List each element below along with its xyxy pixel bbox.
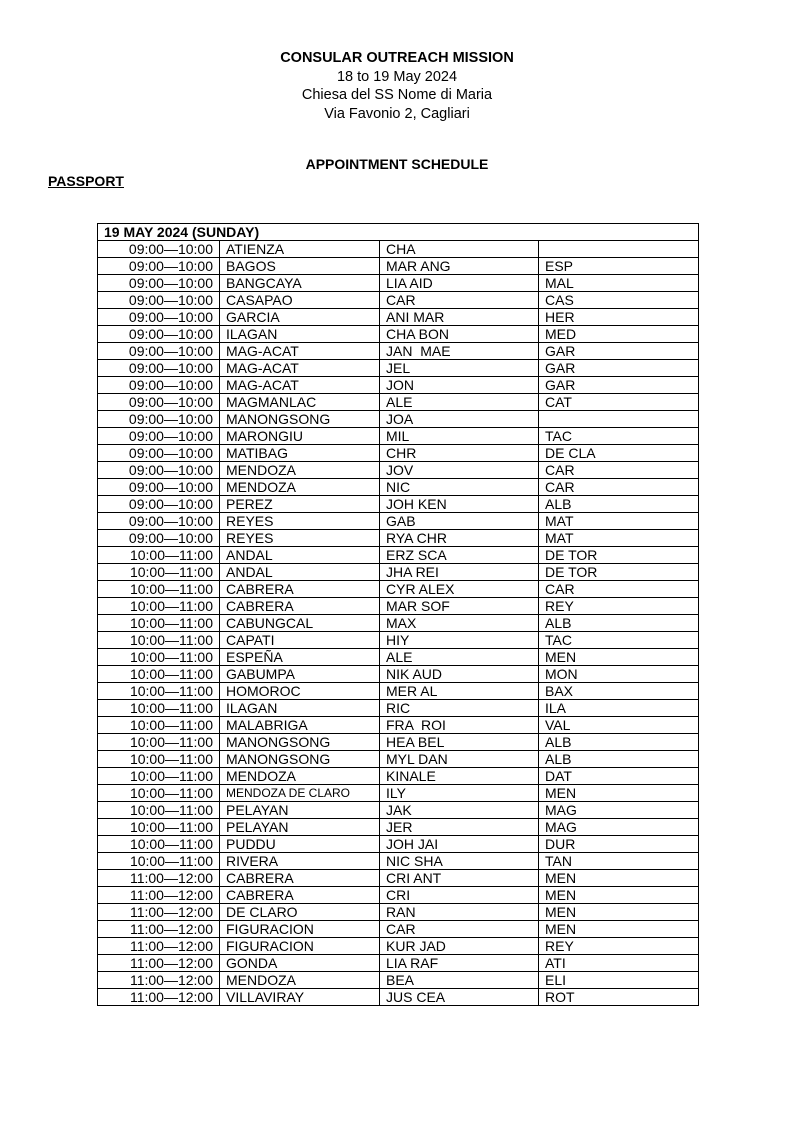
middle-name-cell: MAG: [539, 802, 699, 819]
table-row: [98, 581, 699, 598]
middle-name-cell: REY: [539, 938, 699, 955]
surname-cell: CABUNGCAL: [220, 615, 380, 632]
surname-cell: MATIBAG: [220, 445, 380, 462]
time-cell: 09:00—10:00: [98, 445, 220, 462]
surname-cell: GARCIA: [220, 309, 380, 326]
given-name-cell: LIA AID: [380, 275, 539, 292]
middle-name-cell: ROT: [539, 989, 699, 1006]
given-name-cell: CAR: [380, 292, 539, 309]
surname-cell: BANGCAYA: [220, 275, 380, 292]
surname-cell: MANONGSONG: [220, 734, 380, 751]
time-cell: 10:00—11:00: [98, 632, 220, 649]
given-name-cell: JAK: [380, 802, 539, 819]
table-row: [98, 530, 699, 547]
table-row: [98, 921, 699, 938]
given-name-cell: JEL: [380, 360, 539, 377]
time-cell: 09:00—10:00: [98, 258, 220, 275]
given-name-cell: HIY: [380, 632, 539, 649]
time-cell: 09:00—10:00: [98, 343, 220, 360]
table-row: [98, 547, 699, 564]
time-cell: 09:00—10:00: [98, 462, 220, 479]
surname-cell: ANDAL: [220, 564, 380, 581]
table-row: [98, 615, 699, 632]
middle-name-cell: GAR: [539, 377, 699, 394]
given-name-cell: JOH KEN: [380, 496, 539, 513]
time-cell: 10:00—11:00: [98, 836, 220, 853]
surname-cell: FIGURACION: [220, 938, 380, 955]
time-cell: 10:00—11:00: [98, 785, 220, 802]
surname-cell: HOMOROC: [220, 683, 380, 700]
middle-name-cell: GAR: [539, 343, 699, 360]
appointment-table: [97, 223, 699, 1006]
table-row: [98, 717, 699, 734]
time-cell: 10:00—11:00: [98, 819, 220, 836]
time-cell: 09:00—10:00: [98, 360, 220, 377]
table-row: [98, 462, 699, 479]
time-cell: 10:00—11:00: [98, 751, 220, 768]
middle-name-cell: DE TOR: [539, 564, 699, 581]
table-row: [98, 360, 699, 377]
middle-name-cell: ALB: [539, 496, 699, 513]
event-dates: 18 to 19 May 2024: [336, 68, 458, 85]
time-cell: 10:00—11:00: [98, 666, 220, 683]
table-row: [98, 411, 699, 428]
time-cell: 09:00—10:00: [98, 479, 220, 496]
table-row: [98, 428, 699, 445]
given-name-cell: CRI ANT: [380, 870, 539, 887]
given-name-cell: CAR: [380, 921, 539, 938]
table-row: [98, 343, 699, 360]
given-name-cell: JON: [380, 377, 539, 394]
surname-cell: MARONGIU: [220, 428, 380, 445]
middle-name-cell: MED: [539, 326, 699, 343]
given-name-cell: JUS CEA: [380, 989, 539, 1006]
given-name-cell: ALE: [380, 394, 539, 411]
surname-cell: REYES: [220, 530, 380, 547]
given-name-cell: KUR JAD: [380, 938, 539, 955]
time-cell: 11:00—12:00: [98, 989, 220, 1006]
given-name-cell: ALE: [380, 649, 539, 666]
time-cell: 10:00—11:00: [98, 734, 220, 751]
table-row: [98, 887, 699, 904]
middle-name-cell: MEN: [539, 887, 699, 904]
time-cell: 10:00—11:00: [98, 717, 220, 734]
middle-name-cell: DAT: [539, 768, 699, 785]
table-row: [98, 904, 699, 921]
given-name-cell: JER: [380, 819, 539, 836]
event-address: Via Favonio 2, Cagliari: [324, 105, 470, 122]
surname-cell: BAGOS: [220, 258, 380, 275]
section-title: PASSPORT: [48, 173, 124, 189]
table-row: [98, 666, 699, 683]
middle-name-cell: MEN: [539, 785, 699, 802]
middle-name-cell: ILA: [539, 700, 699, 717]
time-cell: 11:00—12:00: [98, 870, 220, 887]
time-cell: 09:00—10:00: [98, 241, 220, 258]
time-cell: 09:00—10:00: [98, 411, 220, 428]
table-row: [98, 479, 699, 496]
surname-cell: PUDDU: [220, 836, 380, 853]
table-row: [98, 394, 699, 411]
table-row: [98, 819, 699, 836]
middle-name-cell: MAL: [539, 275, 699, 292]
time-cell: 11:00—12:00: [98, 887, 220, 904]
table-row: [98, 632, 699, 649]
given-name-cell: KINALE: [380, 768, 539, 785]
middle-name-cell: CAT: [539, 394, 699, 411]
middle-name-cell: ALB: [539, 751, 699, 768]
table-row: [98, 496, 699, 513]
given-name-cell: CRI: [380, 887, 539, 904]
middle-name-cell: DE TOR: [539, 547, 699, 564]
time-cell: 09:00—10:00: [98, 292, 220, 309]
given-name-cell: ANI MAR: [380, 309, 539, 326]
middle-name-cell: TAC: [539, 632, 699, 649]
time-cell: 11:00—12:00: [98, 921, 220, 938]
day-header-row: [98, 224, 699, 241]
surname-cell: ILAGAN: [220, 700, 380, 717]
given-name-cell: JHA REI: [380, 564, 539, 581]
time-cell: 10:00—11:00: [98, 564, 220, 581]
table-row: [98, 836, 699, 853]
middle-name-cell: MAG: [539, 819, 699, 836]
table-row: [98, 292, 699, 309]
time-cell: 09:00—10:00: [98, 394, 220, 411]
event-venue: Chiesa del SS Nome di Maria: [301, 87, 493, 103]
time-cell: 10:00—11:00: [98, 547, 220, 564]
surname-cell: ATIENZA: [220, 241, 380, 258]
given-name-cell: MAR ANG: [380, 258, 539, 275]
given-name-cell: JOH JAI: [380, 836, 539, 853]
time-cell: 10:00—11:00: [98, 581, 220, 598]
table-row: [98, 377, 699, 394]
middle-name-cell: TAN: [539, 853, 699, 870]
middle-name-cell: MEN: [539, 904, 699, 921]
surname-cell: MAG-ACAT: [220, 343, 380, 360]
table-row: [98, 989, 699, 1006]
middle-name-cell: MON: [539, 666, 699, 683]
given-name-cell: NIK AUD: [380, 666, 539, 683]
time-cell: 09:00—10:00: [98, 309, 220, 326]
table-row: [98, 972, 699, 989]
surname-cell: ANDAL: [220, 547, 380, 564]
given-name-cell: RAN: [380, 904, 539, 921]
schedule-title: APPOINTMENT SCHEDULE: [305, 156, 489, 172]
surname-cell: CASAPAO: [220, 292, 380, 309]
table-row: [98, 598, 699, 615]
time-cell: 10:00—11:00: [98, 598, 220, 615]
given-name-cell: JAN MAE: [380, 343, 539, 360]
time-cell: 10:00—11:00: [98, 683, 220, 700]
given-name-cell: LIA RAF: [380, 955, 539, 972]
middle-name-cell: CAS: [539, 292, 699, 309]
given-name-cell: CHA BON: [380, 326, 539, 343]
table-row: [98, 853, 699, 870]
given-name-cell: MER AL: [380, 683, 539, 700]
middle-name-cell: [539, 241, 699, 258]
table-row: [98, 258, 699, 275]
surname-cell: FIGURACION: [220, 921, 380, 938]
table-row: [98, 802, 699, 819]
surname-cell: MANONGSONG: [220, 411, 380, 428]
given-name-cell: CHR: [380, 445, 539, 462]
time-cell: 10:00—11:00: [98, 802, 220, 819]
time-cell: 11:00—12:00: [98, 955, 220, 972]
given-name-cell: RYA CHR: [380, 530, 539, 547]
table-row: [98, 700, 699, 717]
middle-name-cell: ATI: [539, 955, 699, 972]
surname-cell: PELAYAN: [220, 802, 380, 819]
middle-name-cell: [539, 411, 699, 428]
time-cell: 11:00—12:00: [98, 938, 220, 955]
time-cell: 10:00—11:00: [98, 649, 220, 666]
given-name-cell: ILY: [380, 785, 539, 802]
table-row: [98, 751, 699, 768]
table-row: [98, 275, 699, 292]
time-cell: 10:00—11:00: [98, 853, 220, 870]
time-cell: 10:00—11:00: [98, 700, 220, 717]
surname-cell: REYES: [220, 513, 380, 530]
middle-name-cell: GAR: [539, 360, 699, 377]
table-row: [98, 785, 699, 802]
surname-cell: CABRERA: [220, 598, 380, 615]
surname-cell: MENDOZA: [220, 479, 380, 496]
given-name-cell: FRA ROI: [380, 717, 539, 734]
given-name-cell: JOA: [380, 411, 539, 428]
time-cell: 09:00—10:00: [98, 496, 220, 513]
given-name-cell: NIC: [380, 479, 539, 496]
surname-cell: ESPEÑA: [220, 649, 380, 666]
surname-cell: CABRERA: [220, 887, 380, 904]
given-name-cell: BEA: [380, 972, 539, 989]
time-cell: 09:00—10:00: [98, 377, 220, 394]
given-name-cell: RIC: [380, 700, 539, 717]
time-cell: 10:00—11:00: [98, 768, 220, 785]
day-header: 19 MAY 2024 (SUNDAY): [98, 224, 699, 241]
given-name-cell: MYL DAN: [380, 751, 539, 768]
time-cell: 09:00—10:00: [98, 530, 220, 547]
table-row: [98, 683, 699, 700]
document-title: CONSULAR OUTREACH MISSION: [280, 50, 514, 66]
surname-cell: MAG-ACAT: [220, 377, 380, 394]
surname-cell: DE CLARO: [220, 904, 380, 921]
given-name-cell: MAX: [380, 615, 539, 632]
given-name-cell: MAR SOF: [380, 598, 539, 615]
middle-name-cell: ELI: [539, 972, 699, 989]
table-row: [98, 309, 699, 326]
middle-name-cell: DUR: [539, 836, 699, 853]
given-name-cell: GAB: [380, 513, 539, 530]
given-name-cell: ERZ SCA: [380, 547, 539, 564]
middle-name-cell: CAR: [539, 462, 699, 479]
surname-cell: MENDOZA: [220, 972, 380, 989]
table-row: [98, 326, 699, 343]
surname-cell: RIVERA: [220, 853, 380, 870]
time-cell: 09:00—10:00: [98, 326, 220, 343]
surname-cell: MENDOZA: [220, 768, 380, 785]
middle-name-cell: REY: [539, 598, 699, 615]
table-row: [98, 513, 699, 530]
table-row: [98, 938, 699, 955]
surname-cell: MANONGSONG: [220, 751, 380, 768]
middle-name-cell: CAR: [539, 479, 699, 496]
middle-name-cell: ALB: [539, 615, 699, 632]
middle-name-cell: VAL: [539, 717, 699, 734]
given-name-cell: NIC SHA: [380, 853, 539, 870]
table-row: [98, 445, 699, 462]
table-row: [98, 955, 699, 972]
given-name-cell: HEA BEL: [380, 734, 539, 751]
table-row: [98, 564, 699, 581]
surname-cell: GABUMPA: [220, 666, 380, 683]
surname-cell: PEREZ: [220, 496, 380, 513]
surname-cell: VILLAVIRAY: [220, 989, 380, 1006]
surname-cell: ILAGAN: [220, 326, 380, 343]
middle-name-cell: DE CLA: [539, 445, 699, 462]
middle-name-cell: TAC: [539, 428, 699, 445]
middle-name-cell: MAT: [539, 513, 699, 530]
time-cell: 09:00—10:00: [98, 513, 220, 530]
given-name-cell: JOV: [380, 462, 539, 479]
middle-name-cell: MEN: [539, 870, 699, 887]
middle-name-cell: BAX: [539, 683, 699, 700]
surname-cell: MAGMANLAC: [220, 394, 380, 411]
table-row: [98, 241, 699, 258]
surname-cell: GONDA: [220, 955, 380, 972]
surname-cell: MAG-ACAT: [220, 360, 380, 377]
time-cell: 11:00—12:00: [98, 904, 220, 921]
middle-name-cell: MEN: [539, 649, 699, 666]
surname-cell: MENDOZA DE CLARO: [220, 785, 380, 802]
surname-cell: PELAYAN: [220, 819, 380, 836]
given-name-cell: MIL: [380, 428, 539, 445]
middle-name-cell: ESP: [539, 258, 699, 275]
document-header: [0, 49, 794, 123]
table-row: [98, 870, 699, 887]
time-cell: 09:00—10:00: [98, 428, 220, 445]
table-row: [98, 734, 699, 751]
surname-cell: MENDOZA: [220, 462, 380, 479]
middle-name-cell: HER: [539, 309, 699, 326]
time-cell: 09:00—10:00: [98, 275, 220, 292]
given-name-cell: CYR ALEX: [380, 581, 539, 598]
middle-name-cell: MEN: [539, 921, 699, 938]
middle-name-cell: ALB: [539, 734, 699, 751]
surname-cell: CABRERA: [220, 581, 380, 598]
given-name-cell: CHA: [380, 241, 539, 258]
time-cell: 10:00—11:00: [98, 615, 220, 632]
middle-name-cell: MAT: [539, 530, 699, 547]
surname-cell: CAPATI: [220, 632, 380, 649]
surname-cell: MALABRIGA: [220, 717, 380, 734]
time-cell: 11:00—12:00: [98, 972, 220, 989]
table-row: [98, 649, 699, 666]
table-row: [98, 768, 699, 785]
middle-name-cell: CAR: [539, 581, 699, 598]
surname-cell: CABRERA: [220, 870, 380, 887]
